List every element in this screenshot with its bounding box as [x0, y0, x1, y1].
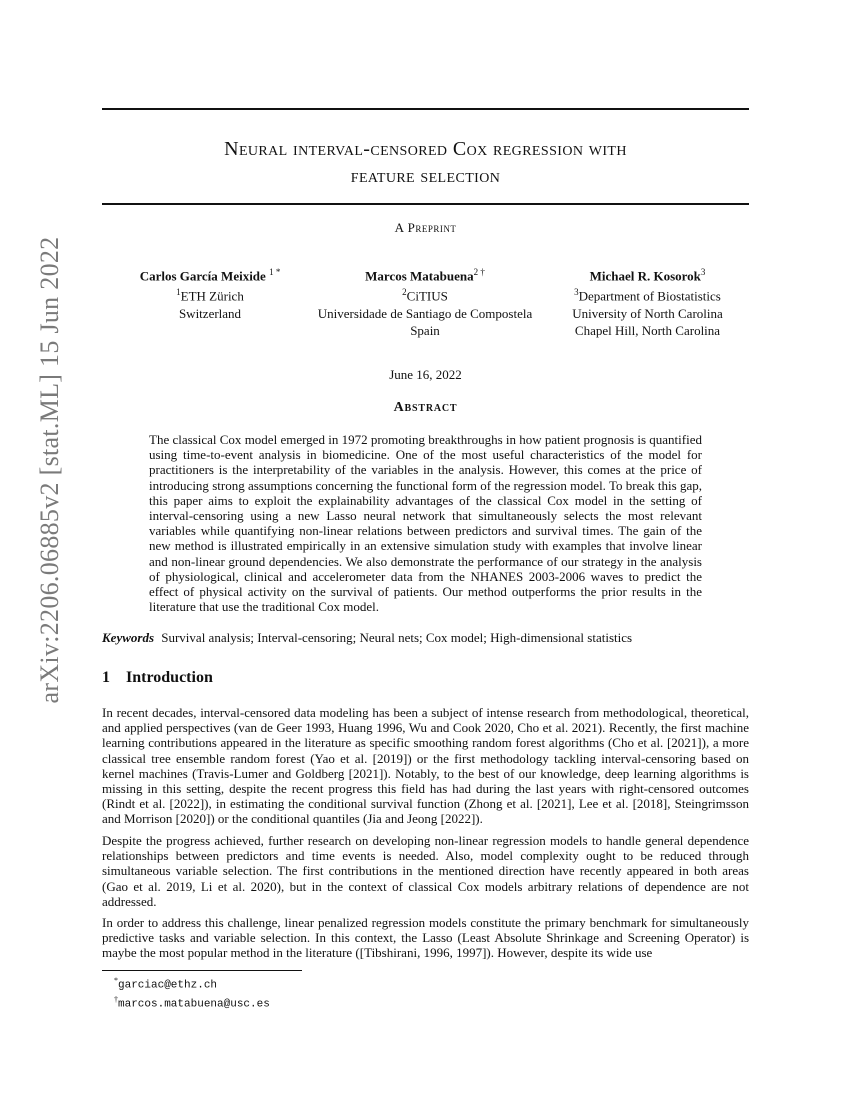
author-affiliation: ETH Zürich	[180, 288, 244, 304]
author-affiliation: CiTIUS	[406, 288, 448, 304]
author-location: Universidade de Santiago de Compostela	[317, 305, 533, 321]
footnote-mark: *	[114, 976, 118, 985]
body-paragraph: In order to address this challenge, linear penalized regression models constitute the primary benchmark for simultaneously predictive tasks and variable selection. In this context, the Lasso (Least Absolute Shrinkage and Screening Operator) is maybe the most popular method in the literature ([Tibshirani, 1996, 1997]). However, despite its wide use	[102, 915, 749, 961]
preprint-label: A Preprint	[394, 220, 457, 235]
affiliation-mark: 1	[176, 287, 181, 298]
footnote	[114, 974, 270, 993]
author-block-1	[110, 264, 310, 322]
footnote-rule	[102, 970, 302, 971]
title-line-1: Neural interval-censored Cox regression with	[224, 138, 627, 160]
arxiv-stamp: arXiv:2206.06885v2 [stat.ML] 15 Jun 2022	[35, 236, 64, 704]
author-location: Spain	[410, 322, 440, 338]
keywords-list: Survival analysis; Interval-censoring; Neural nets; Cox model; High-dimensional statistics	[161, 630, 633, 645]
abstract-text: The classical Cox model emerged in 1972 promoting breakthroughs in how patient prognosis is quantified using time-to-event analysis in biomedicine. One of the most useful characteristics of the model for practitioners is the interpretability of the variables in the analysis. However, this comes at the price of introducing strong assumptions concerning the functional form of the regression model. To break this gap, this paper aims to exploit the explainability advantages of the classical Cox model in the setting of interval-censoring using a new Lasso neural network that simultaneously selects the most relevant variables while quantifying non-linear relations between predictors and survival times. The gain of the new method is illustrated empirically in an extensive simulation study with examples that involve linear and non-linear ground dependencies. We also demonstrate the performance of our strategy in the analysis of physiological, clinical and accelerometer data from the NHANES 2003-2006 waves to predict the effect of physical activity on the survival of patients. Our method outperforms the prior results in the literature that use the traditional Cox model.	[149, 432, 702, 615]
keywords	[102, 630, 749, 646]
title-line-2: feature selection	[350, 165, 501, 187]
author-name: Marcos Matabuena	[365, 268, 474, 284]
author-mark: 2 †	[473, 267, 485, 277]
footnote-mark: †	[114, 994, 118, 1004]
body-paragraph: Despite the progress achieved, further research on developing non-linear regression models to handle general dependence relationships between predictors and time events is needed. Also, model complexity ought to be reduced through simultaneous variable selection. The first contributions in the mentioned direction have recently appeared in both areas (Gao et al. 2019, Li et al. 2020), but in the context of classical Cox models arbitrary relations of dependence are not addressed.	[102, 833, 749, 909]
section-title: Introduction	[126, 669, 213, 686]
section-heading	[102, 669, 213, 687]
body-paragraph: In recent decades, interval-censored data modeling has been a subject of intense research from methodological, theoretical, and applied perspectives (van de Geer 1993, Huang 1996, Wu and Cook 2020, Cho et al. 2021). Recently, the first machine learning contributions appeared in the literature as specific smoothing random forest algorithms (Cho et al. [2021]), a more classical tree ensemble random forest (Yao et al. [2019]) or the first methodology tackling interval-censoring based on kernel machines (Travis-Lumer and Goldberg [2021]). Notably, to the best of our knowledge, deep learning algorithms is missing in this setting, despite the recent progress this field has had during the last years with right-censored outcomes (Rindt et al. [2022]), in estimating the conditional survival function (Zhong et al. [2021], Lee et al. [2018], Steingrimsson and Morrison [2020]) or the conditional quantiles (Jia and Jeong [2022]).	[102, 705, 749, 827]
author-block-3	[555, 264, 740, 339]
author-location: Switzerland	[178, 305, 242, 321]
affiliation-mark: 2	[402, 287, 407, 298]
footnote-email: garciac@ethz.ch	[118, 979, 218, 992]
author-location: Chapel Hill, North Carolina	[574, 322, 721, 338]
title-top-rule	[102, 108, 749, 110]
affiliation-mark: 3	[574, 287, 579, 298]
paper-title	[102, 136, 749, 190]
section-number: 1	[102, 669, 110, 686]
paper-date: June 16, 2022	[389, 367, 462, 382]
keywords-label: Keywords	[102, 630, 154, 645]
footnote	[114, 993, 270, 1012]
title-bottom-rule	[102, 203, 749, 205]
author-mark: 1 *	[269, 267, 281, 277]
footnote-email: marcos.matabuena@usc.es	[118, 998, 270, 1011]
author-name: Carlos García Meixide	[139, 268, 266, 284]
author-name: Michael R. Kosorok	[589, 268, 701, 284]
author-location: University of North Carolina	[572, 305, 723, 321]
author-block-2	[300, 264, 550, 339]
author-mark: 3	[700, 267, 706, 277]
abstract-heading: Abstract	[393, 400, 458, 415]
author-affiliation: Department of Biostatistics	[578, 288, 721, 304]
footnotes	[114, 974, 270, 1011]
